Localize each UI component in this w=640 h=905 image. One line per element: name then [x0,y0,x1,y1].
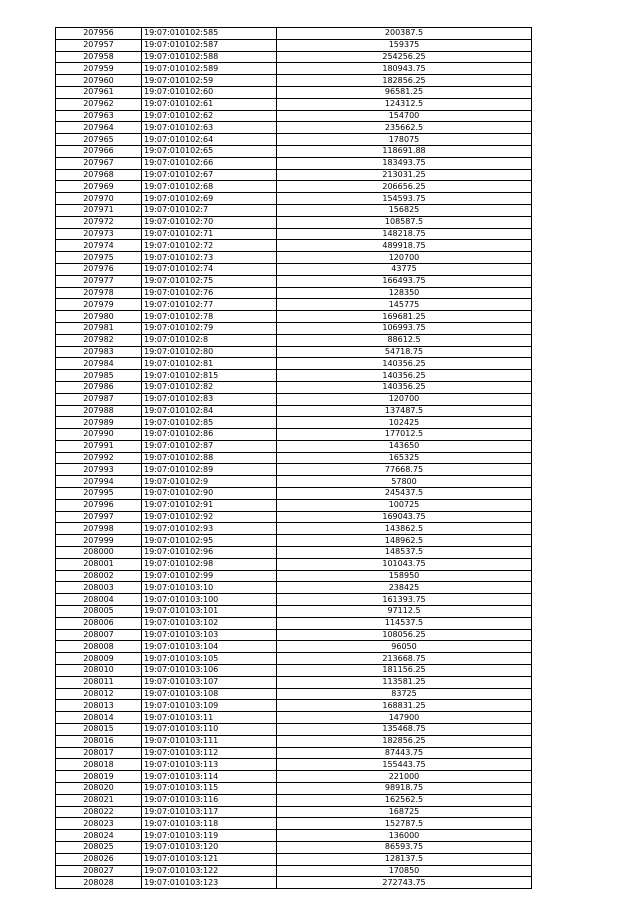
value-cell: 154700 [277,110,532,122]
cadastral-number-cell: 19:07:010102:87 [142,440,277,452]
row-number-cell: 208011 [56,676,142,688]
value-cell: 96050 [277,641,532,653]
value-cell: 136000 [277,830,532,842]
value-cell: 177012.5 [277,429,532,441]
row-number-cell: 208027 [56,865,142,877]
row-number-cell: 207998 [56,523,142,535]
value-cell: 96581.25 [277,86,532,98]
row-number-cell: 207996 [56,499,142,511]
cadastral-number-cell: 19:07:010102:9 [142,476,277,488]
table-row [56,688,532,700]
cadastral-number-cell: 19:07:010103:103 [142,629,277,641]
cadastral-number-cell: 19:07:010102:66 [142,157,277,169]
row-number-cell: 207968 [56,169,142,181]
data-table [55,27,532,889]
table-row [56,676,532,688]
row-number-cell: 208010 [56,665,142,677]
cadastral-number-cell: 19:07:010102:68 [142,181,277,193]
value-cell: 165325 [277,452,532,464]
table-row [56,653,532,665]
table-row [56,558,532,570]
cadastral-number-cell: 19:07:010103:11 [142,712,277,724]
row-number-cell: 207988 [56,405,142,417]
table-row [56,393,532,405]
value-cell: 206656.25 [277,181,532,193]
value-cell: 159375 [277,39,532,51]
table-row [56,145,532,157]
cadastral-number-cell: 19:07:010102:69 [142,193,277,205]
value-cell: 154593.75 [277,193,532,205]
value-cell: 140356.25 [277,370,532,382]
cadastral-number-cell: 19:07:010103:116 [142,794,277,806]
value-cell: 147900 [277,712,532,724]
table-row [56,98,532,110]
row-number-cell: 208025 [56,841,142,853]
row-number-cell: 208009 [56,653,142,665]
cadastral-number-cell: 19:07:010102:82 [142,381,277,393]
cadastral-number-cell: 19:07:010102:85 [142,417,277,429]
row-number-cell: 207977 [56,275,142,287]
table-row [56,724,532,736]
cadastral-number-cell: 19:07:010102:79 [142,322,277,334]
row-number-cell: 207975 [56,252,142,264]
cadastral-number-cell: 19:07:010102:60 [142,86,277,98]
row-number-cell: 208023 [56,818,142,830]
cadastral-number-cell: 19:07:010102:62 [142,110,277,122]
value-cell: 118691.88 [277,145,532,157]
row-number-cell: 208008 [56,641,142,653]
table-row [56,405,532,417]
value-cell: 124312.5 [277,98,532,110]
cadastral-number-cell: 19:07:010102:588 [142,51,277,63]
row-number-cell: 208018 [56,759,142,771]
table-row [56,110,532,122]
table-row [56,877,532,889]
row-number-cell: 207960 [56,75,142,87]
row-number-cell: 207972 [56,216,142,228]
value-cell: 120700 [277,252,532,264]
table-row [56,547,532,559]
row-number-cell: 207973 [56,228,142,240]
cadastral-number-cell: 19:07:010103:105 [142,653,277,665]
row-number-cell: 208001 [56,558,142,570]
cadastral-number-cell: 19:07:010103:106 [142,665,277,677]
table-row [56,358,532,370]
table-row [56,240,532,252]
value-cell: 113581.25 [277,676,532,688]
table-row [56,499,532,511]
row-number-cell: 207962 [56,98,142,110]
cadastral-number-cell: 19:07:010103:108 [142,688,277,700]
row-number-cell: 208019 [56,771,142,783]
value-cell: 152787.5 [277,818,532,830]
table-row [56,28,532,40]
cadastral-number-cell: 19:07:010102:71 [142,228,277,240]
value-cell: 155443.75 [277,759,532,771]
row-number-cell: 208022 [56,806,142,818]
table-row [56,629,532,641]
row-number-cell: 208004 [56,594,142,606]
value-cell: 221000 [277,771,532,783]
row-number-cell: 207993 [56,464,142,476]
cadastral-number-cell: 19:07:010102:73 [142,252,277,264]
value-cell: 143862.5 [277,523,532,535]
value-cell: 128137.5 [277,853,532,865]
row-number-cell: 207961 [56,86,142,98]
table-row [56,122,532,134]
row-number-cell: 207967 [56,157,142,169]
row-number-cell: 207966 [56,145,142,157]
cadastral-number-cell: 19:07:010103:119 [142,830,277,842]
table-row [56,794,532,806]
row-number-cell: 207987 [56,393,142,405]
cadastral-number-cell: 19:07:010102:589 [142,63,277,75]
row-number-cell: 208003 [56,582,142,594]
row-number-cell: 207986 [56,381,142,393]
table-row [56,193,532,205]
table-row [56,287,532,299]
value-cell: 182856.25 [277,75,532,87]
table-row [56,771,532,783]
row-number-cell: 208015 [56,724,142,736]
row-number-cell: 207969 [56,181,142,193]
cadastral-number-cell: 19:07:010102:59 [142,75,277,87]
cadastral-number-cell: 19:07:010103:102 [142,617,277,629]
value-cell: 489918.75 [277,240,532,252]
value-cell: 86593.75 [277,841,532,853]
cadastral-number-cell: 19:07:010102:86 [142,429,277,441]
value-cell: 101043.75 [277,558,532,570]
table-row [56,63,532,75]
table-row [56,275,532,287]
row-number-cell: 207957 [56,39,142,51]
value-cell: 102425 [277,417,532,429]
value-cell: 114537.5 [277,617,532,629]
table-row [56,86,532,98]
cadastral-number-cell: 19:07:010102:91 [142,499,277,511]
row-number-cell: 207964 [56,122,142,134]
row-number-cell: 207971 [56,204,142,216]
table-row [56,75,532,87]
table-row [56,204,532,216]
table-row [56,476,532,488]
cadastral-number-cell: 19:07:010102:8 [142,334,277,346]
cadastral-number-cell: 19:07:010102:78 [142,311,277,323]
value-cell: 148218.75 [277,228,532,240]
table-row [56,263,532,275]
value-cell: 213031.25 [277,169,532,181]
value-cell: 200387.5 [277,28,532,40]
row-number-cell: 207995 [56,488,142,500]
value-cell: 108587.5 [277,216,532,228]
row-number-cell: 207970 [56,193,142,205]
table-row [56,429,532,441]
cadastral-number-cell: 19:07:010102:61 [142,98,277,110]
table-row [56,594,532,606]
table-row [56,641,532,653]
table-row [56,511,532,523]
row-number-cell: 208002 [56,570,142,582]
value-cell: 182856.25 [277,735,532,747]
value-cell: 161393.75 [277,594,532,606]
row-number-cell: 207984 [56,358,142,370]
value-cell: 100725 [277,499,532,511]
cadastral-number-cell: 19:07:010102:77 [142,299,277,311]
value-cell: 98918.75 [277,783,532,795]
table-row [56,464,532,476]
cadastral-number-cell: 19:07:010103:114 [142,771,277,783]
row-number-cell: 207989 [56,417,142,429]
document-page [55,27,532,889]
table-row [56,440,532,452]
value-cell: 178075 [277,134,532,146]
cadastral-number-cell: 19:07:010102:63 [142,122,277,134]
table-row [56,783,532,795]
cadastral-number-cell: 19:07:010102:90 [142,488,277,500]
value-cell: 140356.25 [277,381,532,393]
table-row [56,818,532,830]
row-number-cell: 207974 [56,240,142,252]
row-number-cell: 208014 [56,712,142,724]
table-row [56,181,532,193]
value-cell: 57800 [277,476,532,488]
row-number-cell: 207999 [56,535,142,547]
value-cell: 77668.75 [277,464,532,476]
value-cell: 168725 [277,806,532,818]
value-cell: 148962.5 [277,535,532,547]
value-cell: 128350 [277,287,532,299]
value-cell: 166493.75 [277,275,532,287]
cadastral-number-cell: 19:07:010103:117 [142,806,277,818]
cadastral-number-cell: 19:07:010103:101 [142,606,277,618]
row-number-cell: 208013 [56,700,142,712]
table-row [56,735,532,747]
table-row [56,334,532,346]
table-row [56,535,532,547]
table-row [56,617,532,629]
cadastral-number-cell: 19:07:010102:74 [142,263,277,275]
table-row [56,747,532,759]
row-number-cell: 207992 [56,452,142,464]
cadastral-number-cell: 19:07:010102:81 [142,358,277,370]
value-cell: 169681.25 [277,311,532,323]
value-cell: 106993.75 [277,322,532,334]
table-row [56,841,532,853]
table-row [56,865,532,877]
cadastral-number-cell: 19:07:010103:107 [142,676,277,688]
cadastral-number-cell: 19:07:010102:7 [142,204,277,216]
cadastral-number-cell: 19:07:010103:120 [142,841,277,853]
row-number-cell: 207976 [56,263,142,275]
cadastral-number-cell: 19:07:010103:115 [142,783,277,795]
cadastral-number-cell: 19:07:010102:83 [142,393,277,405]
table-row [56,488,532,500]
table-row [56,417,532,429]
value-cell: 181156.25 [277,665,532,677]
cadastral-number-cell: 19:07:010102:70 [142,216,277,228]
table-row [56,523,532,535]
cadastral-number-cell: 19:07:010102:98 [142,558,277,570]
cadastral-number-cell: 19:07:010103:100 [142,594,277,606]
cadastral-number-cell: 19:07:010103:104 [142,641,277,653]
table-row [56,169,532,181]
table-row [56,700,532,712]
cadastral-number-cell: 19:07:010102:72 [142,240,277,252]
value-cell: 168831.25 [277,700,532,712]
value-cell: 120700 [277,393,532,405]
table-row [56,51,532,63]
value-cell: 162562.5 [277,794,532,806]
cadastral-number-cell: 19:07:010103:110 [142,724,277,736]
row-number-cell: 208012 [56,688,142,700]
table-row [56,452,532,464]
value-cell: 156825 [277,204,532,216]
row-number-cell: 207963 [56,110,142,122]
row-number-cell: 208006 [56,617,142,629]
table-row [56,582,532,594]
value-cell: 145775 [277,299,532,311]
row-number-cell: 207980 [56,311,142,323]
cadastral-number-cell: 19:07:010103:123 [142,877,277,889]
row-number-cell: 207979 [56,299,142,311]
value-cell: 238425 [277,582,532,594]
row-number-cell: 208016 [56,735,142,747]
cadastral-number-cell: 19:07:010103:10 [142,582,277,594]
cadastral-number-cell: 19:07:010102:815 [142,370,277,382]
row-number-cell: 208020 [56,783,142,795]
cadastral-number-cell: 19:07:010102:96 [142,547,277,559]
cadastral-number-cell: 19:07:010102:84 [142,405,277,417]
table-row [56,853,532,865]
cadastral-number-cell: 19:07:010103:111 [142,735,277,747]
value-cell: 170850 [277,865,532,877]
row-number-cell: 207981 [56,322,142,334]
row-number-cell: 207991 [56,440,142,452]
cadastral-number-cell: 19:07:010102:585 [142,28,277,40]
cadastral-number-cell: 19:07:010102:65 [142,145,277,157]
value-cell: 135468.75 [277,724,532,736]
table-row [56,134,532,146]
value-cell: 158950 [277,570,532,582]
row-number-cell: 207997 [56,511,142,523]
row-number-cell: 208028 [56,877,142,889]
cadastral-number-cell: 19:07:010102:76 [142,287,277,299]
value-cell: 254256.25 [277,51,532,63]
cadastral-number-cell: 19:07:010103:113 [142,759,277,771]
row-number-cell: 207965 [56,134,142,146]
value-cell: 88612.5 [277,334,532,346]
table-row [56,39,532,51]
cadastral-number-cell: 19:07:010102:99 [142,570,277,582]
row-number-cell: 207983 [56,346,142,358]
value-cell: 235662.5 [277,122,532,134]
value-cell: 108056.25 [277,629,532,641]
value-cell: 169043.75 [277,511,532,523]
table-row [56,830,532,842]
cadastral-number-cell: 19:07:010103:109 [142,700,277,712]
value-cell: 140356.25 [277,358,532,370]
row-number-cell: 207982 [56,334,142,346]
cadastral-number-cell: 19:07:010102:89 [142,464,277,476]
cadastral-number-cell: 19:07:010103:121 [142,853,277,865]
table-row [56,322,532,334]
value-cell: 54718.75 [277,346,532,358]
row-number-cell: 207959 [56,63,142,75]
value-cell: 180943.75 [277,63,532,75]
row-number-cell: 208007 [56,629,142,641]
row-number-cell: 207956 [56,28,142,40]
table-row [56,381,532,393]
row-number-cell: 208024 [56,830,142,842]
table-row [56,806,532,818]
table-row [56,712,532,724]
table-row [56,311,532,323]
row-number-cell: 207958 [56,51,142,63]
row-number-cell: 208000 [56,547,142,559]
row-number-cell: 208005 [56,606,142,618]
cadastral-number-cell: 19:07:010102:587 [142,39,277,51]
value-cell: 148537.5 [277,547,532,559]
table-row [56,216,532,228]
value-cell: 183493.75 [277,157,532,169]
value-cell: 245437.5 [277,488,532,500]
cadastral-number-cell: 19:07:010102:88 [142,452,277,464]
row-number-cell: 208017 [56,747,142,759]
table-row [56,252,532,264]
value-cell: 87443.75 [277,747,532,759]
cadastral-number-cell: 19:07:010102:64 [142,134,277,146]
table-body [56,28,532,889]
row-number-cell: 207978 [56,287,142,299]
table-row [56,759,532,771]
cadastral-number-cell: 19:07:010102:93 [142,523,277,535]
value-cell: 137487.5 [277,405,532,417]
table-row [56,665,532,677]
cadastral-number-cell: 19:07:010102:95 [142,535,277,547]
table-row [56,370,532,382]
value-cell: 213668.75 [277,653,532,665]
cadastral-number-cell: 19:07:010102:92 [142,511,277,523]
row-number-cell: 208026 [56,853,142,865]
value-cell: 83725 [277,688,532,700]
table-row [56,346,532,358]
cadastral-number-cell: 19:07:010102:67 [142,169,277,181]
value-cell: 97112.5 [277,606,532,618]
row-number-cell: 207994 [56,476,142,488]
table-row [56,606,532,618]
value-cell: 272743.75 [277,877,532,889]
row-number-cell: 207990 [56,429,142,441]
table-row [56,299,532,311]
table-row [56,570,532,582]
value-cell: 143650 [277,440,532,452]
cadastral-number-cell: 19:07:010102:75 [142,275,277,287]
table-row [56,157,532,169]
table-row [56,228,532,240]
row-number-cell: 208021 [56,794,142,806]
row-number-cell: 207985 [56,370,142,382]
cadastral-number-cell: 19:07:010103:112 [142,747,277,759]
value-cell: 43775 [277,263,532,275]
cadastral-number-cell: 19:07:010103:118 [142,818,277,830]
cadastral-number-cell: 19:07:010103:122 [142,865,277,877]
cadastral-number-cell: 19:07:010102:80 [142,346,277,358]
